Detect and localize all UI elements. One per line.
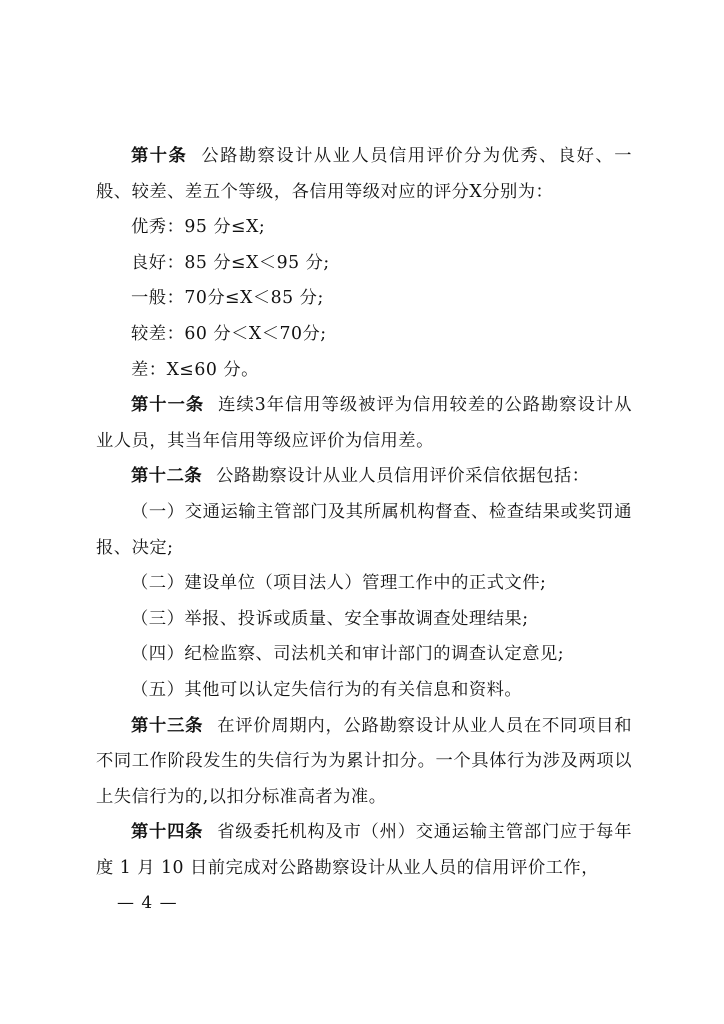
grade-line-average: 一般：70分≤X＜85 分;: [131, 288, 324, 309]
article-14: [96, 815, 632, 886]
article-10: [96, 139, 632, 210]
article-heading: 第十条: [131, 146, 188, 166]
article-heading: 第十二条: [131, 466, 203, 487]
article-heading: 第十一条: [131, 395, 205, 416]
article-13: [96, 709, 632, 816]
grade-line-good: 良好：85 分≤X＜95 分;: [131, 252, 330, 273]
list-item: （三）举报、投诉或质量、安全事故调查处理结果;: [131, 608, 529, 629]
article-heading: 第十四条: [131, 822, 204, 843]
article-text: 公路勘察设计从业人员信用评价采信依据包括：: [216, 466, 590, 487]
page-number: — 4 —: [117, 893, 178, 913]
list-item: （四）纪检监察、司法机关和审计部门的调查认定意见;: [131, 644, 565, 665]
article-text: 在评价周期内，公路勘察设计从业人员在不同项目和不同工作阶段发生的失信行为为累计扣分。一个具体行为涉及两项以上失信行为的,以扣分标准高者为准。: [96, 715, 632, 807]
article-heading: 第十三条: [131, 715, 204, 736]
article-11: [96, 388, 632, 459]
list-item: （一）交通运输主管部门及其所属机构督查、检查结果或奖罚通报、决定;: [96, 501, 632, 558]
article-text: 连续3年信用等级被评为信用较差的公路勘察设计从业人员，其当年信用等级应评价为信用差。: [96, 395, 632, 451]
article-text: 省级委托机构及市（州）交通运输主管部门应于每年度 1 月 10 日前完成对公路勘察设计从业人员的信用评价工作，: [96, 822, 632, 878]
grade-line-bad: 差：X≤60 分。: [131, 359, 259, 380]
document-body: [96, 139, 632, 886]
article-text: 公路勘察设计从业人员信用评价分为优秀、良好、一般、较差、差五个等级，各信用等级对应的评分X分别为：: [96, 146, 632, 202]
grade-line-poor: 较差：60 分＜X＜70分;: [131, 323, 327, 344]
list-item: （二）建设单位（项目法人）管理工作中的正式文件;: [131, 573, 547, 594]
article-12: [96, 459, 632, 495]
list-item: （五）其他可以认定失信行为的有关信息和资料。: [131, 679, 523, 700]
grade-line-excellent: 优秀：95 分≤X;: [131, 217, 266, 238]
